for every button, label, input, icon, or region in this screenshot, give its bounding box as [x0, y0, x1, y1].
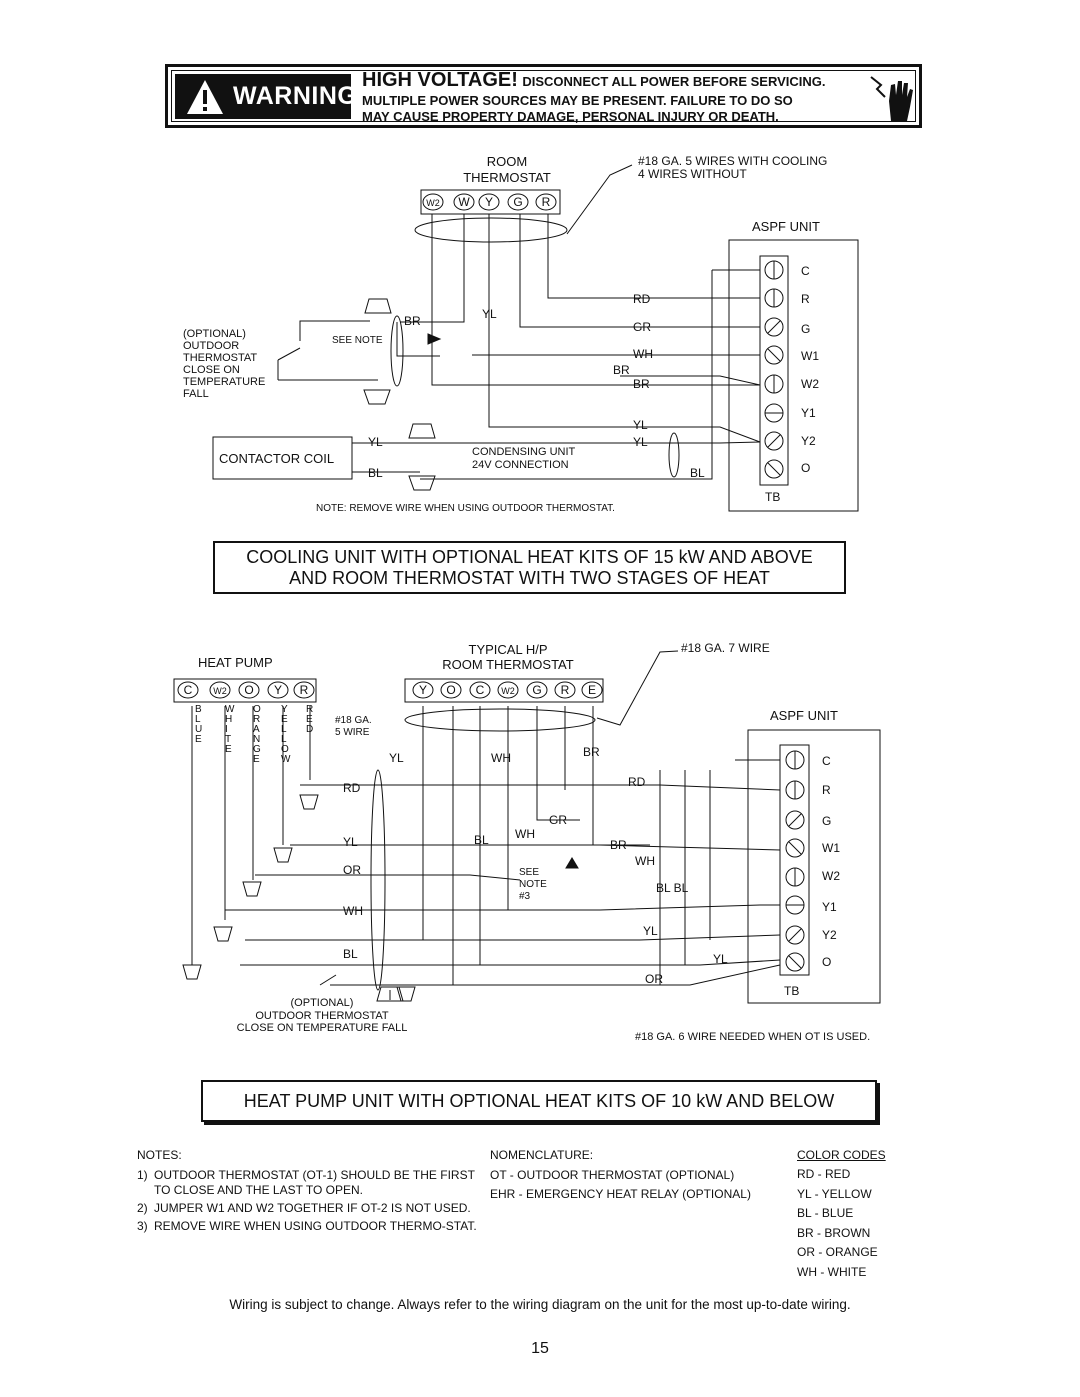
- d2-wire-wh: WH: [343, 904, 363, 918]
- d1-optional-2: OUTDOOR: [183, 340, 240, 352]
- nomenclature-section: [490, 1148, 790, 1206]
- d2-wire-rd: RD: [343, 781, 361, 795]
- color-code-item: WH - WHITE: [797, 1264, 867, 1279]
- d1-tb-r: R: [801, 292, 810, 306]
- note-number: 1): [137, 1168, 148, 1182]
- aspf-unit-box-1: [729, 240, 858, 511]
- d1-wire-yl-3: YL: [633, 435, 648, 449]
- color-code-item: YL - YELLOW: [797, 1186, 872, 1201]
- d1-tb-w2: W2: [801, 377, 819, 391]
- d1-terminal-y: Y: [484, 195, 494, 209]
- d2-hp-color-white: W H I T E: [225, 704, 235, 755]
- diagram-2-title-line-1: HEAT PUMP UNIT WITH OPTIONAL HEAT KITS OF 10 kW AND BELOW: [243, 1091, 835, 1111]
- note-item: [137, 1168, 482, 1198]
- d1-wire-note-1: #18 GA. 5 WIRES WITH COOLING: [638, 154, 828, 168]
- d2-wire-br-2: BR: [610, 838, 627, 852]
- d2-wire-rd-2: RD: [628, 775, 646, 789]
- d1-condensing-1: CONDENSING UNIT: [472, 446, 576, 458]
- d1-optional-6: FALL: [183, 388, 209, 400]
- d2-wire-or: OR: [343, 863, 361, 877]
- note-text: REMOVE WIRE WHEN USING OUTDOOR THERMO-STAT.: [154, 1219, 477, 1233]
- d1-contactor-coil: CONTACTOR COIL: [219, 451, 335, 466]
- note-item: [137, 1219, 482, 1234]
- warning-line-1: [362, 69, 826, 92]
- warning-text-1: DISCONNECT ALL POWER BEFORE SERVICING.: [522, 74, 826, 89]
- d1-unit-title: ASPF UNIT: [752, 219, 820, 234]
- d2-tb-r: R: [822, 783, 831, 797]
- d2-tstat-terminal-o: O: [446, 683, 456, 697]
- d2-note-number: #3: [519, 891, 531, 902]
- d1-tb-y1: Y1: [801, 406, 816, 420]
- color-code-item: BL - BLUE: [797, 1206, 854, 1220]
- d1-optional-1: (OPTIONAL): [183, 328, 246, 340]
- d1-wire-rd: RD: [633, 292, 651, 306]
- d2-see: SEE: [519, 867, 540, 878]
- wiring-footnote: Wiring is subject to change. Always refer to the wiring diagram on the unit for the most up-to-date wiring.: [229, 1297, 851, 1312]
- nomenclature-item: OT - OUTDOOR THERMOSTAT (OPTIONAL): [490, 1168, 735, 1182]
- d2-hp-color-red: R E D: [306, 704, 314, 735]
- d2-tstat-terminal-r: R: [560, 683, 570, 697]
- tb2-screws: [786, 751, 804, 971]
- d1-thermostat-label: THERMOSTAT: [463, 170, 551, 185]
- d2-tb-g: G: [822, 814, 832, 828]
- nomenclature-item: EHR - EMERGENCY HEAT RELAY (OPTIONAL): [490, 1187, 751, 1201]
- d1-wire-br-3: BR: [404, 314, 421, 328]
- d1-terminal-w: W: [458, 195, 470, 209]
- d2-tstat-terminal-c: C: [475, 683, 485, 697]
- d2-tb-w2: W2: [822, 869, 840, 883]
- d2-tb-name: TB: [784, 984, 800, 998]
- heat-pump-wiring-diagram: [0, 635, 1080, 1045]
- d1-wire-yl-4: YL: [368, 435, 383, 449]
- d2-wire-yl-4: YL: [713, 952, 728, 966]
- d1-remove-note: NOTE: REMOVE WIRE WHEN USING OUTDOOR THERMOSTAT.: [316, 503, 615, 514]
- d2-hp-color-yellow: Y E L L O W: [281, 704, 291, 765]
- diagram-1-title-line-1: COOLING UNIT WITH OPTIONAL HEAT KITS OF 15 kW AND ABOVE: [246, 547, 813, 567]
- d2-hp-color-blue: B L U E: [195, 704, 203, 745]
- diagram-2-title: [201, 1080, 877, 1122]
- d2-hp-terminal-w2: W2: [213, 686, 227, 696]
- d1-optional-4: CLOSE ON: [183, 364, 240, 376]
- d1-tb-o: O: [801, 461, 811, 475]
- warning-line-3: MAY CAUSE PROPERTY DAMAGE, PERSONAL INJURY OR DEATH.: [362, 109, 779, 124]
- d1-wire-yl-2: YL: [633, 418, 648, 432]
- diagram-1-title-line-2: AND ROOM THERMOSTAT WITH TWO STAGES OF HEAT: [289, 568, 770, 588]
- d2-wire-wh-3: WH: [515, 827, 535, 841]
- warning-headline: HIGH VOLTAGE!: [362, 69, 518, 91]
- warning-line-2: MULTIPLE POWER SOURCES MAY BE PRESENT. FAILURE TO DO SO: [362, 93, 793, 108]
- d2-tstat-title-1: TYPICAL H/P: [468, 642, 548, 657]
- d2-wire-gr: GR: [549, 813, 567, 827]
- aspf-unit-box-2: [748, 730, 880, 1003]
- notes-header: NOTES:: [137, 1148, 182, 1162]
- warning-word: WARNING: [233, 82, 358, 110]
- color-code-item: RD - RED: [797, 1167, 851, 1181]
- d2-wire-bl-2: BL: [474, 833, 489, 847]
- d2-wire-wh-2: WH: [491, 751, 511, 765]
- warning-badge: [175, 74, 358, 119]
- d2-wire-yl-3: YL: [643, 924, 658, 938]
- d1-tb-name: TB: [765, 490, 781, 504]
- d2-wire-bl: BL: [343, 947, 358, 961]
- d1-terminal-g: G: [513, 195, 523, 209]
- d1-tb-y2: Y2: [801, 434, 816, 448]
- d1-wire-bl-2: BL: [690, 466, 705, 480]
- d2-heat-pump-title: HEAT PUMP: [198, 655, 273, 670]
- d2-hp-color-orange: O R A N G E: [253, 704, 261, 765]
- d1-room-label: ROOM: [486, 154, 528, 169]
- d2-optional-2: OUTDOOR THERMOSTAT: [255, 1010, 389, 1022]
- d1-tb-c: C: [801, 264, 810, 278]
- note-number: 3): [137, 1219, 148, 1233]
- d2-tb-w1: W1: [822, 841, 840, 855]
- d1-tb-w1: W1: [801, 349, 819, 363]
- d1-wire-br-2: BR: [633, 377, 650, 391]
- page-number: 15: [531, 1340, 549, 1357]
- d1-wire-br: BR: [613, 363, 630, 377]
- d1-wire-gr: GR: [633, 320, 651, 334]
- warning-banner: [165, 64, 922, 128]
- d2-hp-terminal-c: C: [183, 683, 193, 697]
- d2-tstat-terminal-y: Y: [418, 683, 428, 697]
- d1-terminal-r: R: [541, 195, 551, 209]
- d2-wire-wh-4: WH: [635, 854, 655, 868]
- d2-hp-terminal-r: R: [299, 683, 309, 697]
- diagram-1-title: [213, 541, 846, 594]
- cooling-wiring-diagram: [0, 140, 1080, 525]
- d2-optional-1: (OPTIONAL): [290, 997, 354, 1009]
- d2-gauge-2: 5 WIRE: [335, 727, 370, 738]
- d2-wire-yl-2: YL: [343, 835, 358, 849]
- d1-tb-g: G: [801, 322, 811, 336]
- d1-see-note: SEE NOTE: [332, 335, 383, 346]
- d1-wire-bl: BL: [368, 466, 383, 480]
- d2-hp-terminal-y: Y: [273, 683, 283, 697]
- d1-terminal-w2: W2: [426, 198, 440, 208]
- note-text: JUMPER W1 AND W2 TOGETHER IF OT-2 IS NOT USED.: [154, 1201, 471, 1215]
- d2-wire-7: #18 GA. 7 WIRE: [681, 641, 770, 655]
- d2-wire-br: BR: [583, 745, 600, 759]
- d2-tb-y1: Y1: [822, 900, 837, 914]
- color-code-item: OR - ORANGE: [797, 1245, 878, 1259]
- note-item: [137, 1201, 482, 1216]
- note-text: OUTDOOR THERMOSTAT (OT-1) SHOULD BE THE FIRST TO CLOSE AND THE LAST TO OPEN.: [154, 1168, 475, 1197]
- d2-gauge-1: #18 GA.: [335, 715, 372, 726]
- d1-condensing-2: 24V CONNECTION: [472, 459, 569, 471]
- d2-wire-6-note: #18 GA. 6 WIRE NEEDED WHEN OT IS USED.: [635, 1031, 871, 1043]
- d2-wire-bl-3: BL BL: [656, 881, 689, 895]
- electric-shock-hand-icon: [869, 71, 915, 125]
- d2-tstat-terminal-e: E: [587, 683, 597, 697]
- d2-tb-c: C: [822, 754, 831, 768]
- d2-tb-o: O: [822, 955, 832, 969]
- d2-tstat-terminal-w2: W2: [501, 686, 515, 696]
- d1-wire-yl: YL: [482, 307, 497, 321]
- color-codes-header: COLOR CODES: [797, 1148, 886, 1162]
- d2-wire-or-2: OR: [645, 972, 663, 986]
- d2-wire-yl: YL: [389, 751, 404, 765]
- nomenclature-header: NOMENCLATURE:: [490, 1148, 594, 1162]
- d1-optional-5: TEMPERATURE: [183, 376, 266, 388]
- d2-tstat-terminal-g: G: [532, 683, 542, 697]
- warning-triangle-icon: [185, 78, 225, 116]
- d2-hp-terminal-o: O: [244, 683, 254, 697]
- note-number: 2): [137, 1201, 148, 1215]
- d2-unit-title: ASPF UNIT: [770, 708, 838, 723]
- d2-tstat-title-2: ROOM THERMOSTAT: [442, 657, 574, 672]
- d1-optional-3: THERMOSTAT: [183, 352, 258, 364]
- d1-wire-note-2: 4 WIRES WITHOUT: [638, 167, 747, 181]
- d2-optional-3: CLOSE ON TEMPERATURE FALL: [236, 1022, 408, 1034]
- color-code-item: BR - BROWN: [797, 1225, 871, 1240]
- d2-note: NOTE: [519, 879, 547, 890]
- d1-wire-wh: WH: [633, 347, 653, 361]
- color-codes-section: [797, 1148, 907, 1284]
- d2-tb-y2: Y2: [822, 928, 837, 942]
- tb1-screws: [765, 261, 783, 478]
- notes-section: [137, 1148, 482, 1237]
